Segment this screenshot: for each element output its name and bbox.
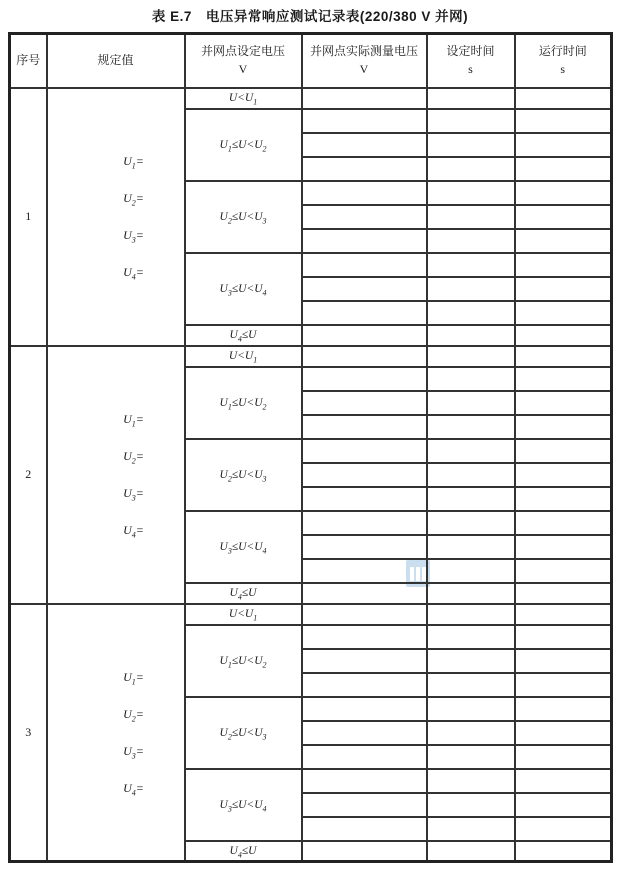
specified-values-list <box>48 411 184 538</box>
u4-label: $U_4=$ <box>123 523 144 540</box>
u1-label: $U_1=$ <box>123 154 144 171</box>
measured-voltage-cell <box>302 301 427 325</box>
run-time-cell <box>515 205 612 229</box>
run-time-cell <box>515 253 612 277</box>
voltage-response-record-table <box>8 32 613 863</box>
set-time-cell <box>427 325 515 346</box>
voltage-range-cell: $U_1\le U<U_2$ <box>185 109 302 181</box>
page-title: 表 E.7 电压异常响应测试记录表(220/380 V 并网) <box>151 9 469 24</box>
set-time-cell <box>427 439 515 463</box>
header-set-time <box>427 34 515 88</box>
set-time-cell <box>427 88 515 109</box>
measured-voltage-cell <box>302 205 427 229</box>
table-row <box>10 604 612 625</box>
set-time-cell <box>427 253 515 277</box>
run-time-cell <box>515 604 612 625</box>
run-time-cell <box>515 535 612 559</box>
run-time-cell <box>515 511 612 535</box>
run-time-cell <box>515 277 612 301</box>
set-time-cell <box>427 181 515 205</box>
header-run-time <box>515 34 612 88</box>
set-time-cell <box>427 817 515 841</box>
run-time-cell <box>515 673 612 697</box>
measured-voltage-cell <box>302 325 427 346</box>
set-time-cell <box>427 604 515 625</box>
specified-values-cell-3 <box>47 604 185 862</box>
measured-voltage-cell <box>302 439 427 463</box>
run-time-cell <box>515 793 612 817</box>
measured-voltage-cell <box>302 793 427 817</box>
measured-voltage-cell <box>302 841 427 862</box>
u1-label: $U_1=$ <box>123 412 144 429</box>
voltage-range-cell: $U_2\le U<U_3$ <box>185 697 302 769</box>
set-time-cell <box>427 415 515 439</box>
header-run-time-unit: s <box>560 61 566 76</box>
set-time-cell <box>427 109 515 133</box>
set-time-cell <box>427 511 515 535</box>
u2-label: $U_2=$ <box>123 191 144 208</box>
header-set-voltage-unit: V <box>238 61 248 76</box>
run-time-cell <box>515 88 612 109</box>
run-time-cell <box>515 325 612 346</box>
run-time-cell <box>515 391 612 415</box>
serial-cell-2: 2 <box>10 346 47 604</box>
measured-voltage-cell <box>302 583 427 604</box>
set-time-cell <box>427 535 515 559</box>
header-run-time-label: 运行时间 <box>538 44 587 59</box>
specified-values-list <box>48 669 184 796</box>
serial-cell-3: 3 <box>10 604 47 862</box>
measured-voltage-cell <box>302 535 427 559</box>
measured-voltage-cell <box>302 277 427 301</box>
table-row <box>10 88 612 109</box>
measured-voltage-cell <box>302 721 427 745</box>
set-time-cell <box>427 277 515 301</box>
set-time-cell <box>427 205 515 229</box>
set-time-cell <box>427 697 515 721</box>
voltage-range-cell: $U_3\le U<U_4$ <box>185 253 302 325</box>
u2-label: $U_2=$ <box>123 449 144 466</box>
header-set-time-label: 设定时间 <box>446 44 495 59</box>
measured-voltage-cell <box>302 625 427 649</box>
measured-voltage-cell <box>302 253 427 277</box>
header-set-voltage-label: 并网点设定电压 <box>200 44 285 59</box>
header-row <box>10 34 612 88</box>
run-time-cell <box>515 841 612 862</box>
measured-voltage-cell <box>302 415 427 439</box>
measured-voltage-cell <box>302 487 427 511</box>
set-time-cell <box>427 583 515 604</box>
voltage-range-cell: $U_2\le U<U_3$ <box>185 181 302 253</box>
header-measured-voltage <box>302 34 427 88</box>
set-time-cell <box>427 841 515 862</box>
voltage-range-cell: $U<U_1$ <box>185 604 302 625</box>
table-row <box>10 346 612 367</box>
set-time-cell <box>427 769 515 793</box>
voltage-range-cell: $U_4\le U$ <box>185 583 302 604</box>
measured-voltage-cell <box>302 391 427 415</box>
header-measured-voltage-label: 并网点实际测量电压 <box>309 44 418 59</box>
run-time-cell <box>515 157 612 181</box>
u3-label: $U_3=$ <box>123 228 144 245</box>
header-specified-value: 规定值 <box>47 34 185 88</box>
header-serial: 序号 <box>10 34 47 88</box>
header-measured-voltage-unit: V <box>359 61 369 76</box>
measured-voltage-cell <box>302 697 427 721</box>
measured-voltage-cell <box>302 673 427 697</box>
set-time-cell <box>427 745 515 769</box>
u3-label: $U_3=$ <box>123 486 144 503</box>
set-time-cell <box>427 625 515 649</box>
u1-label: $U_1=$ <box>123 669 144 687</box>
specified-values-cell-2 <box>47 346 185 604</box>
measured-voltage-cell <box>302 745 427 769</box>
measured-voltage-cell <box>302 463 427 487</box>
run-time-cell <box>515 229 612 253</box>
run-time-cell <box>515 415 612 439</box>
run-time-cell <box>515 367 612 391</box>
measured-voltage-cell <box>302 133 427 157</box>
run-time-cell <box>515 769 612 793</box>
run-time-cell <box>515 649 612 673</box>
set-time-cell <box>427 346 515 367</box>
set-time-cell <box>427 367 515 391</box>
u4-label: $U_4=$ <box>123 265 144 282</box>
run-time-cell <box>515 487 612 511</box>
set-time-cell <box>427 301 515 325</box>
run-time-cell <box>515 817 612 841</box>
run-time-cell <box>515 301 612 325</box>
specified-values-list <box>48 153 184 280</box>
measured-voltage-cell <box>302 157 427 181</box>
run-time-cell <box>515 109 612 133</box>
set-time-cell <box>427 649 515 673</box>
header-set-time-unit: s <box>468 61 473 76</box>
set-time-cell <box>427 793 515 817</box>
voltage-range-cell: $U<U_1$ <box>185 346 302 367</box>
voltage-range-cell: $U_3\le U<U_4$ <box>185 769 302 841</box>
run-time-cell <box>515 439 612 463</box>
set-time-cell <box>427 673 515 697</box>
set-time-cell <box>427 229 515 253</box>
specified-values-cell-1 <box>47 88 185 346</box>
run-time-cell <box>515 697 612 721</box>
measured-voltage-cell <box>302 511 427 535</box>
voltage-range-cell: $U_4\le U$ <box>185 325 302 346</box>
measured-voltage-cell <box>302 649 427 673</box>
measured-voltage-cell <box>302 769 427 793</box>
measured-voltage-cell <box>302 181 427 205</box>
voltage-range-cell: $U_3\le U<U_4$ <box>185 511 302 583</box>
run-time-cell <box>515 181 612 205</box>
run-time-cell <box>515 133 612 157</box>
voltage-range-cell: $U_1\le U<U_2$ <box>185 367 302 439</box>
measured-voltage-cell <box>302 604 427 625</box>
voltage-range-cell: $U<U_1$ <box>185 88 302 109</box>
set-time-cell <box>427 133 515 157</box>
run-time-cell <box>515 745 612 769</box>
run-time-cell <box>515 559 612 583</box>
header-set-voltage <box>185 34 302 88</box>
measured-voltage-cell <box>302 559 427 583</box>
voltage-range-cell: $U_2\le U<U_3$ <box>185 439 302 511</box>
serial-cell-1: 1 <box>10 88 47 346</box>
run-time-cell <box>515 583 612 604</box>
u2-label: $U_2=$ <box>123 706 144 724</box>
measured-voltage-cell <box>302 346 427 367</box>
set-time-cell <box>427 157 515 181</box>
measured-voltage-cell <box>302 367 427 391</box>
set-time-cell <box>427 463 515 487</box>
u4-label: $U_4=$ <box>123 780 144 798</box>
run-time-cell <box>515 463 612 487</box>
measured-voltage-cell <box>302 229 427 253</box>
u3-label: $U_3=$ <box>123 743 144 761</box>
voltage-range-cell: $U_4\le U$ <box>185 841 302 862</box>
set-time-cell <box>427 391 515 415</box>
set-time-cell <box>427 487 515 511</box>
set-time-cell <box>427 559 515 583</box>
run-time-cell <box>515 721 612 745</box>
measured-voltage-cell <box>302 817 427 841</box>
run-time-cell <box>515 625 612 649</box>
measured-voltage-cell <box>302 88 427 109</box>
run-time-cell <box>515 346 612 367</box>
voltage-range-cell: $U_1\le U<U_2$ <box>185 625 302 697</box>
set-time-cell <box>427 721 515 745</box>
measured-voltage-cell <box>302 109 427 133</box>
